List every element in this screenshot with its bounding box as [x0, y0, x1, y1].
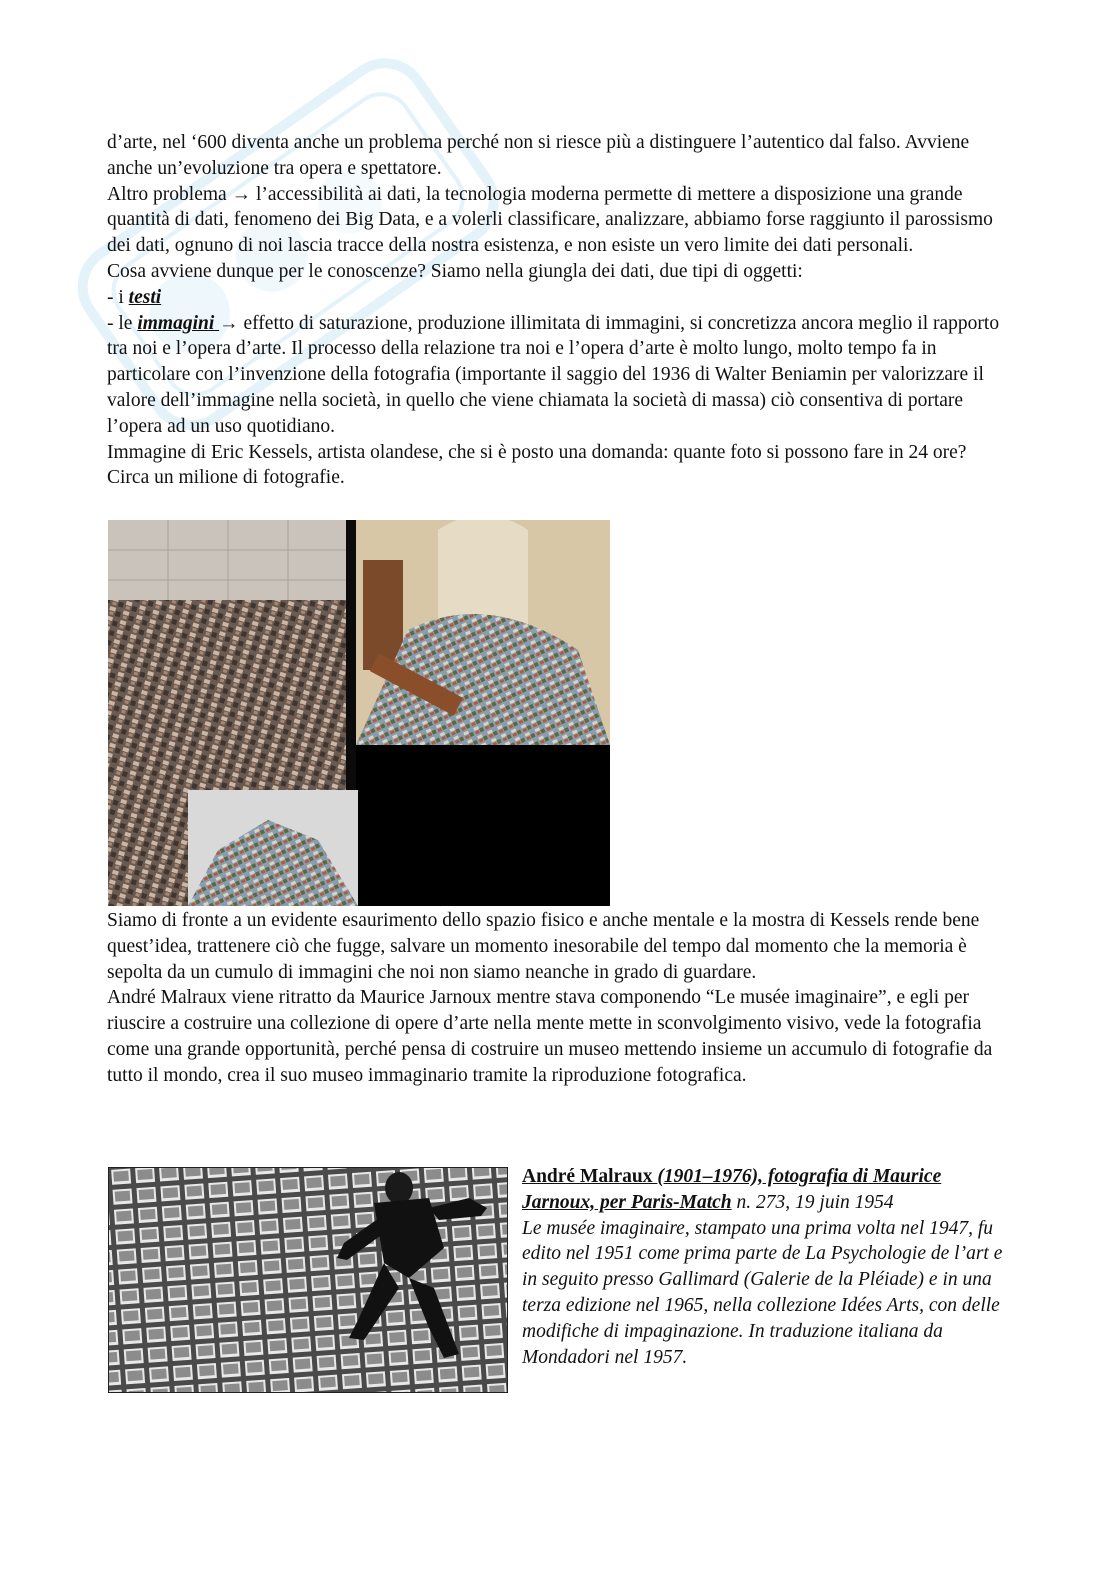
malraux-photo: [108, 1167, 508, 1393]
caption-name: André Malraux: [522, 1166, 658, 1187]
arrow-icon: →: [219, 312, 239, 334]
caption-body: Le musée imaginaire, stampato una prima volta nel 1947, fu edito nel 1951 come prima parte de La Psychologie de l’art e in seguito presso Gallimard (Galerie de la Pléiade) e in una terza edizione nel 1965, nella collezione Idées Arts, con delle modifiche di impaginazione. In traduzione italiana da Mondadori nel 1957.: [522, 1217, 1003, 1368]
body-text-upper: [107, 130, 1007, 491]
arrow-icon: →: [231, 183, 252, 205]
caption-title-italic: (1901–1976), fotografia di Maurice Jarnoux, per Paris-Match: [522, 1166, 942, 1213]
paragraph-2-prefix: Altro problema: [107, 183, 232, 205]
list-item-testi: [107, 285, 1007, 311]
caption-issue: n. 273, 19 juin 1954: [731, 1191, 894, 1213]
paragraph-6: André Malraux viene ritratto da Maurice Jarnoux mentre stava componendo “Le musée imaginaire”, e egli per riuscire a costruire una collezione di opere d’arte nella mente mette in sconvolgimento visivo, vede la fotografia come una grande opportunità, perché pensa di costruire un museo mettendo insieme un accumulo di fotografie da tutto il mondo, crea il suo museo immaginario tramite la riproduzione fotografica.: [107, 987, 993, 1086]
list-item-immagini: [107, 311, 1007, 440]
caption-title: [522, 1164, 1014, 1216]
malraux-figure: [385, 1172, 413, 1204]
term-testi: testi: [128, 286, 162, 308]
malraux-caption: [522, 1164, 1014, 1370]
malraux-photo-illustration: [109, 1168, 507, 1392]
paragraph-3: Cosa avviene dunque per le conoscenze? Siamo nella giungla dei dati, due tipi di oggetti:: [107, 260, 803, 282]
list-item-prefix: - i: [107, 286, 129, 308]
term-immagini: immagini: [137, 312, 220, 334]
list-item-prefix: - le: [107, 312, 138, 334]
paragraph-2-rest: l’accessibilità ai dati, la tecnologia moderna permette di mettere a disposizione una grande quantità di dati, fenomeno dei Big Data, e a volerli classificare, analizzare, abbiamo forse raggiunto il parossismo dei dati, ognuno di noi lascia tracce della nostra esistenza, e non esiste un vero limite dei dati personali.: [107, 183, 993, 257]
paragraph-2: [107, 182, 1007, 259]
paragraph-1: d’arte, nel ‘600 diventa anche un problema perché non si riesce più a distinguere l’autentico dal falso. Avviene anche un’evoluzione tra opera e spettatore.: [107, 132, 970, 179]
room-ceiling: [108, 520, 346, 610]
kessels-photo-collage: [108, 520, 610, 906]
paragraph-5: Siamo di fronte a un evidente esaurimento dello spazio fisico e anche mentale e la mostra di Kessels rende bene quest’idea, trattenere ciò che fugge, salvare un momento inesorabile del tempo dal momento che la memoria è sepolta da un cumulo di immagini che noi non siamo neanche in grado di guardare.: [107, 910, 980, 983]
body-text-lower: [107, 908, 1012, 1089]
kessels-installation-image: [108, 520, 610, 906]
paragraph-4: Immagine di Eric Kessels, artista olandese, che si è posto una domanda: quante foto si possono fare in 24 ore? Circa un milione di fotografie.: [107, 441, 967, 489]
list-item-immagini-rest: effetto di saturazione, produzione illimitata di immagini, si concretizza ancora meglio il rapporto tra noi e l’opera d’arte. Il processo della relazione tra noi e l’opera d’arte è molto lungo, molto tempo fa in particolare con l’invenzione della fotografia (importante il saggio del 1936 di Walter Beniamin per valorizzare il valore dell’immagine nella società, in quello che viene chiamata la società di massa) ciò consentiva di portare l’opera ad un uso quotidiano.: [107, 312, 1000, 437]
